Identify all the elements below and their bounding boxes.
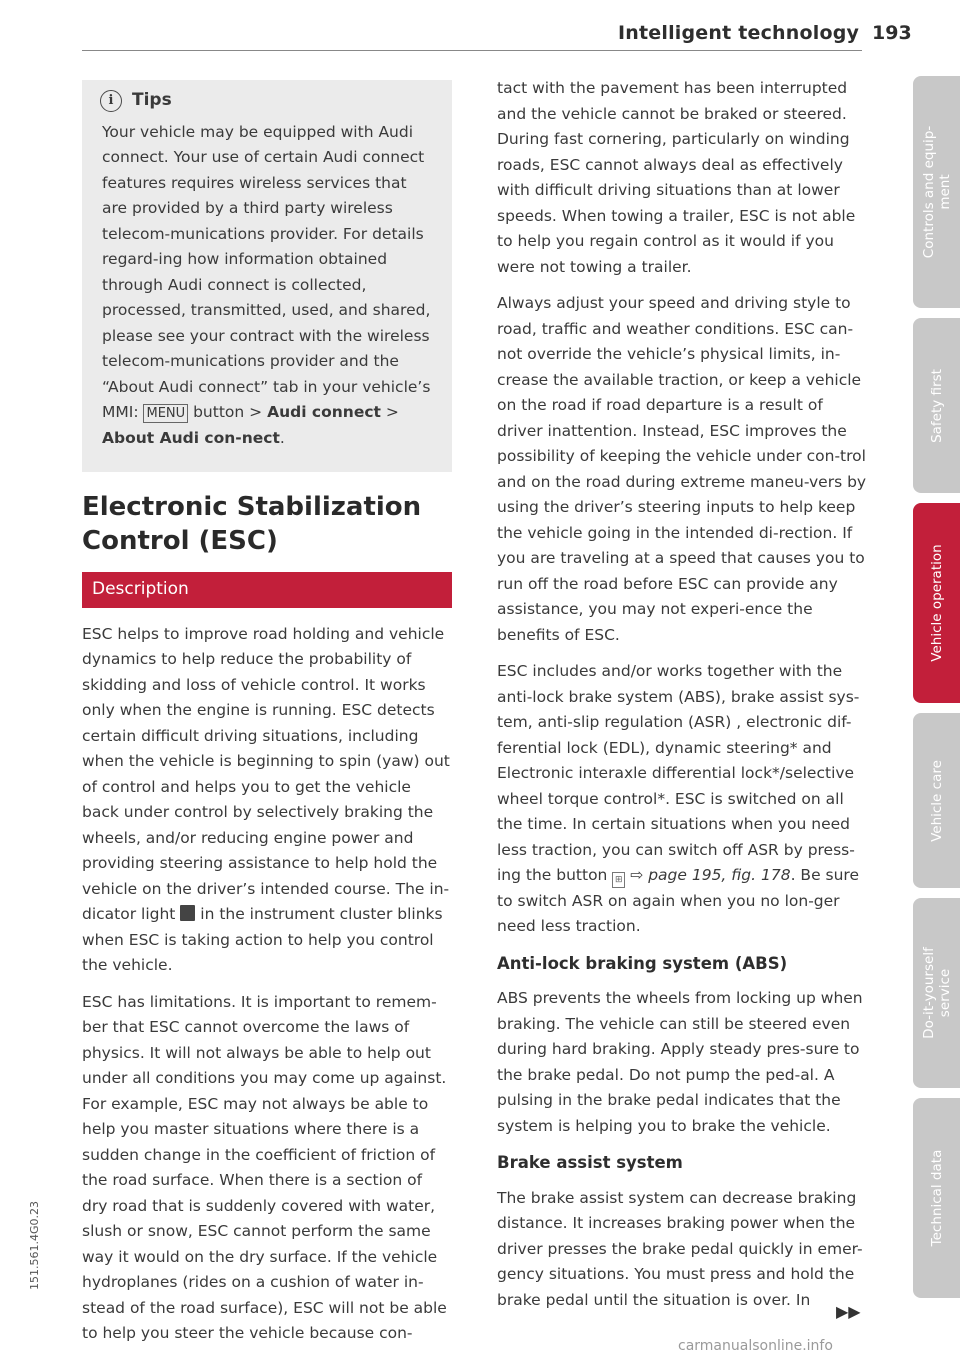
left-column [82, 80, 452, 1358]
side-tab-label: Do-it-yourself service [920, 947, 953, 1039]
side-tab-label: Controls and equip- ment [920, 125, 953, 259]
side-tab-label: Safety first [928, 368, 945, 443]
menu-key: MENU [143, 404, 188, 423]
side-tab-safety[interactable] [913, 318, 960, 493]
tips-header [100, 88, 434, 114]
brake-assist-heading: Brake assist system [497, 1153, 683, 1172]
paragraph-driving-style: Always adjust your speed and driving style to road, traffic and weather conditions. ESC can-not override the vehicle’s physical limits, in-crease the available traction, or keep a vehicle on the road if road departure is a result of driver inattention. Instead, ESC improves the possibility of keeping the vehicle under con-trol and on the road during extreme maneu-vers by using the driver’s steering inputs to help keep the vehicle going in the intended di-rection. If you are traveling at a speed that causes you to run off the road before ESC can provide any assistance, you may not experi-ence the benefits of ESC. [497, 294, 867, 644]
right-column [497, 76, 869, 1324]
side-tab-label: Technical data [928, 1149, 945, 1247]
side-tab-controls[interactable] [913, 76, 960, 308]
tips-text [102, 120, 434, 452]
cross-ref-link[interactable]: page 195, fig. 178 [648, 866, 791, 884]
brake-assist-paragraph: The brake assist system can decrease braking distance. It increases braking power when the driver presses the brake pedal quickly in emer-gency situations. You must press and hold the brake pedal until the situation is over. In [497, 1188, 863, 1309]
cross-ref-arrow: ⇨ [630, 866, 644, 884]
info-circle-icon: i [100, 90, 122, 112]
paragraph-esc-components-a: ESC includes and/or works together with the anti-lock brake system (ABS), brake assist sys-tem, anti-slip regulation (ASR) , electronic dif-ferential lock (EDL), dynamic steering* and Electronic interaxle differential lock*/selective wheel torque control*. ESC is switched on all the time. In certain situations when you need less traction, you can switch off ASR by press-ing the button [497, 662, 860, 884]
tips-box [82, 80, 452, 472]
tips-bold-about-audi-connect: About Audi con-nect [102, 428, 280, 447]
side-tab-diy-service[interactable] [913, 898, 960, 1088]
side-tab-vehicle-care[interactable] [913, 713, 960, 888]
tips-separator: > [385, 403, 399, 421]
tips-end: . [279, 428, 285, 447]
side-tab-technical-data[interactable] [913, 1098, 960, 1298]
paragraph-esc-intro [82, 622, 452, 979]
paragraph-esc-limitations-cont: tact with the pavement has been interrupted and the vehicle cannot be braked or steered. During fast cornering, particularly on winding roads, ESC cannot always deal as effectively with difficult driving situations than at lower speeds. When towing a trailer, ESC is not able to help you regain control as it would if you were not towing a trailer. [497, 79, 856, 276]
abs-heading: Anti-lock braking system (ABS) [497, 953, 788, 973]
esc-indicator-icon [180, 905, 195, 921]
page-number: 193 [872, 22, 912, 44]
tips-bold-audi-connect: Audi connect [267, 403, 381, 421]
side-tab-vehicle-operation[interactable] [913, 503, 960, 703]
continue-arrow-icon: ▶▶ [836, 1302, 861, 1321]
paragraph-esc-components [497, 659, 869, 940]
section-title: Electronic Stabilization Control (ESC) [82, 492, 422, 556]
paragraph-esc-components-b: . Be sure to switch ASR on again when you no lon-ger need less traction. [497, 866, 859, 935]
side-tab-label: Vehicle operation [928, 544, 945, 662]
header-divider [82, 50, 862, 51]
description-bar: Description [82, 572, 452, 608]
tips-text-part-1: Your vehicle may be equipped with Audi connect. Your use of certain Audi connect features requires wireless services that are provided by a third party wireless telecom-munications provider. For details regard-ing how information obtained through Audi connect is collected, processed, transmitted, used, and shared, please see your contract with the wireless telecom-munications provider and the “About Audi connect” tab in your vehicle’s MMI: [102, 122, 431, 421]
margin-code: 151.561.4G0.23 [28, 1201, 41, 1290]
side-tab-label: Vehicle care [928, 759, 945, 842]
paragraph-esc-intro-b: in the instrument cluster blinks when ESC is taking action to help you control the vehicle. [82, 905, 443, 974]
abs-paragraph: ABS prevents the wheels from locking up when braking. The vehicle can still be steered even during hard braking. Apply steady pres-sure to the brake pedal. Do not pump the ped-al. A pulsing in the brake pedal indicates that the system is helping you to brake the vehicle. [497, 989, 863, 1135]
tips-title: Tips [132, 90, 172, 110]
tips-text-part-2: button > [193, 403, 263, 421]
paragraph-esc-limitations: ESC has limitations. It is important to remem-ber that ESC cannot overcome the laws of physics. It will not always be able to help out under all conditions you may come up against. For example, ESC may not always be able to help you master situations where there is a sudden change in the coefficient of friction of the road surface. When there is a section of dry road that is suddenly covered with water, slush or snow, ESC cannot perform the same way it would on the dry surface. If the vehicle hydroplanes (rides on a cushion of water in-stead of the road surface), ESC will not be able to help you steer the vehicle because con- [82, 992, 447, 1342]
paragraph-esc-intro-a: ESC helps to improve road holding and vehicle dynamics to help reduce the probability of skidding and loss of vehicle control. It works only when the engine is running. ESC detects certain difficult driving situations, including when the vehicle is beginning to spin (yaw) out of control and helps you to get the vehicle back under control by selectively braking the wheels, and/or reducing engine power and providing steering assistance to help hold the vehicle on the driver’s intended course. The in-dicator light [82, 624, 450, 923]
watermark: carmanualsonline.info [678, 1338, 833, 1354]
asr-button-icon: ⊞ [612, 872, 625, 888]
page-header-title: Intelligent technology [618, 22, 860, 44]
